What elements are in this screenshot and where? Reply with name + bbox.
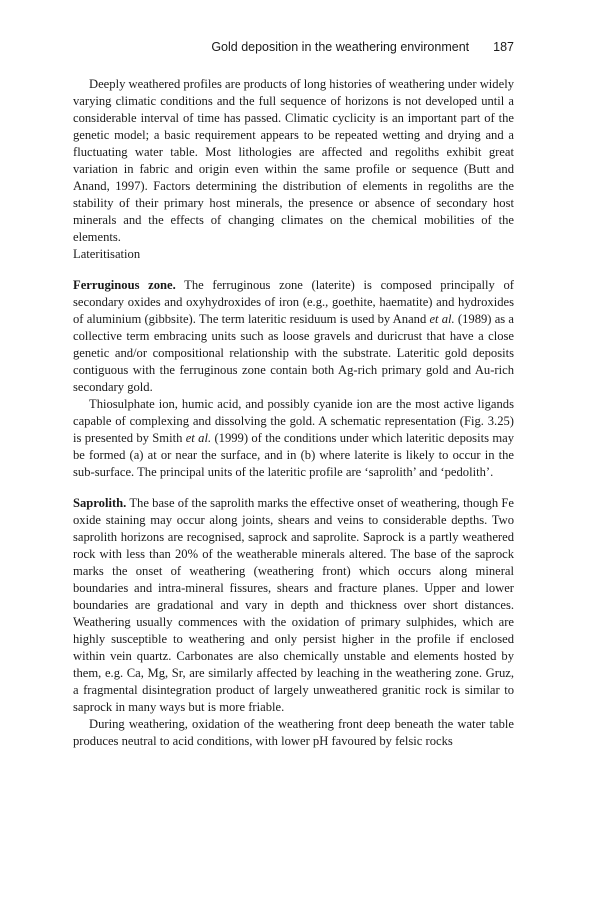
intro-paragraph: Deeply weathered profiles are products of long histories of weathering under widely varying climatic conditions and the full sequence of horizons is not developed until a considerable interval of time has passed. Climatic cyclicity is an important part of the genetic model; a basic requirement appears to be repeated wetting and drying and a fluctuating water table. Most lithologies are affected and regoliths exhibit great variation in fabric and origin even within the same profile or sequence (Butt and Anand, 1997). Factors determining the distribution of elements in regoliths are the stability of their primary host minerals, the presence or absence of secondary host minerals and the effects of changing climates on the chemical mobilities of the elements. [73, 77, 514, 244]
saprolith-paragraph-1 [73, 495, 514, 716]
saprolith-heading: Saprolith. [73, 496, 127, 510]
ferruginous-p2-text-a: Thiosulphate ion, humic acid, and possibly cyanide ion are the most active ligands capable of complexing and dissolving the gold. A schematic representation (Fig. 3.25) is presented by Smith [73, 397, 514, 445]
body-text [73, 76, 514, 750]
ferruginous-heading: Ferruginous zone. [73, 278, 176, 292]
ferruginous-paragraph-2 [73, 396, 514, 481]
ferruginous-p2-text-b: (1999) of the conditions under which lateritic deposits may be formed (a) at or near the surface, and in (b) where laterite is likely to occur in the sub-surface. The principal units of the lateritic profile are ‘saprolith’ and ‘pedolith’. [73, 431, 514, 479]
section-heading-lateritisation: Lateritisation [73, 247, 141, 261]
running-head-title: Gold deposition in the weathering environment [211, 40, 470, 54]
saprolith-text: The base of the saprolith marks the effective onset of weathering, though Fe oxide staining may occur along joints, shears and veins to considerable depths. Two saprolith horizons are recognised, saprock and saprolite. Saprock is a partly weathered rock with less than 20% of the weatherable minerals altered. The base of the saprock marks the onset of weathering (weathering front) which occurs along mineral boundaries and intra-mineral fissures, shears and fracture planes. Upper and lower boundaries are gradational and vary in depth and thickness over short distances. Weathering usually commences with the oxidation of primary sulphides, which are highly susceptible to weathering and only persist higher in the profile if enclosed within vein quartz. Carbonates are also chemically unstable and elements hosted by them, e.g. Ca, Mg, Sr, are similarly affected by leaching in the weathering zone. Gruz, a fragmental disintegration product of largely unweathered granitic rock is similar to saprock in many ways but is more friable. [73, 496, 514, 714]
ferruginous-etal: et al. [429, 312, 455, 326]
spacer [73, 263, 514, 277]
page-number: 187 [493, 40, 514, 54]
ferruginous-paragraph-1 [73, 277, 514, 396]
saprolith-paragraph-2: During weathering, oxidation of the weathering front deep beneath the water table produces neutral to acid conditions, with lower pH favoured by felsic rocks [73, 717, 514, 748]
ferruginous-p2-etal: et al. [185, 431, 212, 445]
spacer [73, 481, 514, 495]
ferruginous-text-b: (1989) as a collective term embracing units such as loose gravels and duricrust that have a close genetic and/or compositional relationship with the substrate. Lateritic gold deposits contiguous with the ferruginous zone contain both Ag-rich primary gold and Au-rich secondary gold. [73, 312, 514, 394]
page [73, 40, 514, 750]
running-head [73, 40, 514, 64]
ferruginous-text-a: The ferruginous zone (laterite) is composed principally of secondary oxides and oxyhydroxides of iron (e.g., goethite, haematite) and hydroxides of aluminium (gibbsite). The term lateritic residuum is used by Anand [73, 278, 514, 326]
